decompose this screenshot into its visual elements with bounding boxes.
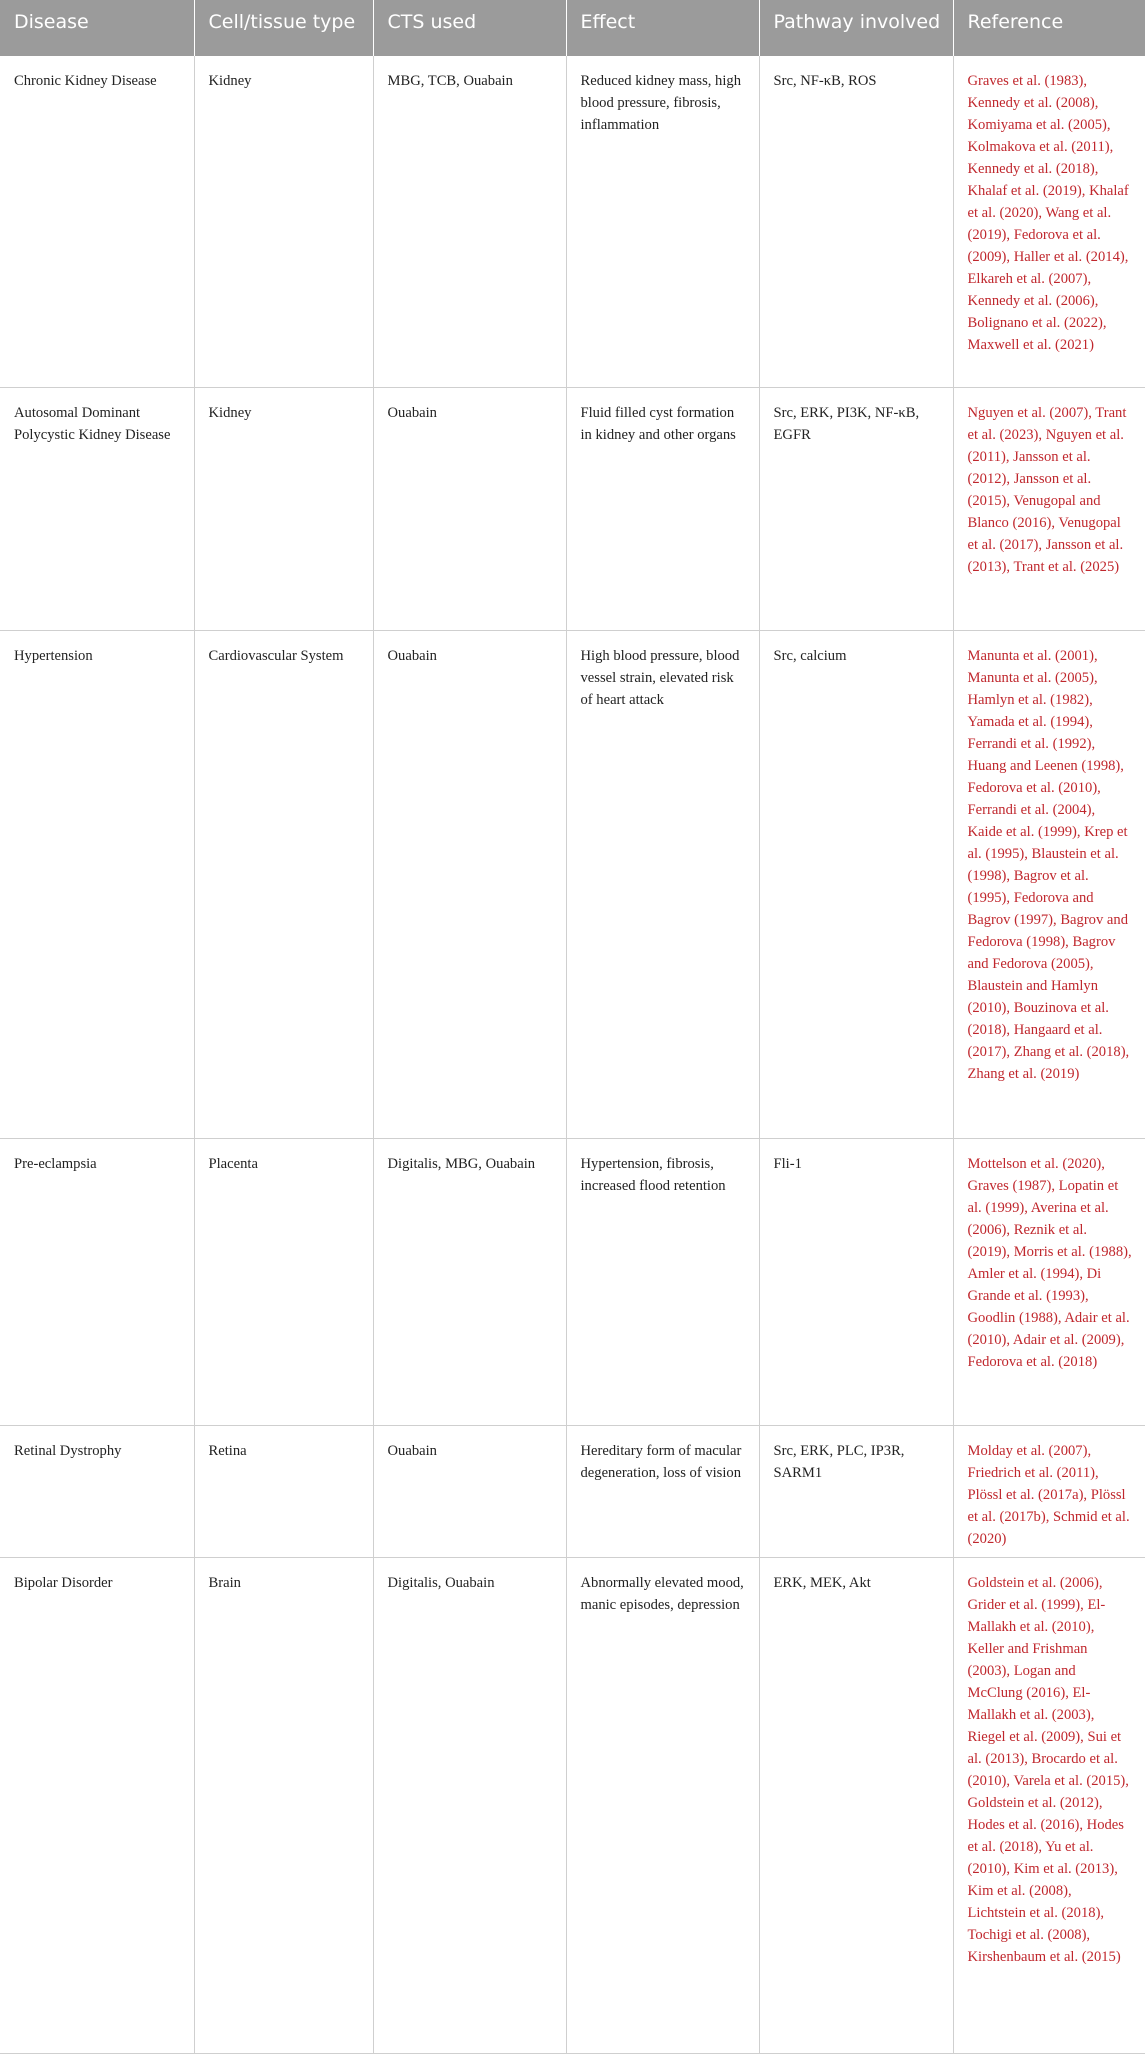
cell-pathway: Fli-1 [759,1138,953,1425]
cell-cts: Ouabain [373,630,566,1138]
cell-cts: MBG, TCB, Ouabain [373,56,566,387]
cell-disease: Chronic Kidney Disease [0,56,194,387]
table-row [0,56,1145,387]
cell-reference-links[interactable]: Manunta et al. (2001), Manunta et al. (2005), Hamlyn et al. (1982), Yamada et al. (1994), Ferrandi et al. (1992), Huang and Leenen (1998), Fedorova et al. (2010), Ferrandi et al. (2004), Kaide et al. (1999), Krep et al. (1995), Blaustein et al. (1998), Bagrov et al. (1995), Fedorova and Bagrov (1997), Bagrov and Fedorova (1998), Bagrov and Fedorova (2005), Blaustein and Hamlyn (2010), Bouzinova et al. (2018), Hangaard et al. (2017), Zhang et al. (2018), Zhang et al. (2019) [953,630,1145,1138]
cell-effect: Fluid filled cyst formation in kidney and other organs [566,387,759,630]
cell-pathway: Src, NF-κB, ROS [759,56,953,387]
cell-tissue: Cardiovascular System [194,630,373,1138]
cell-reference-links[interactable]: Graves et al. (1983), Kennedy et al. (2008), Komiyama et al. (2005), Kolmakova et al. (2011), Kennedy et al. (2018), Khalaf et al. (2019), Khalaf et al. (2020), Wang et al. (2019), Fedorova et al. (2009), Haller et al. (2014), Elkareh et al. (2007), Kennedy et al. (2006), Bolignano et al. (2022), Maxwell et al. (2021) [953,56,1145,387]
cell-cts: Digitalis, Ouabain [373,1557,566,2053]
table-header [0,0,1145,56]
cell-disease: Hypertension [0,630,194,1138]
cell-reference-links[interactable]: Molday et al. (2007), Friedrich et al. (2011), Plössl et al. (2017a), Plössl et al. (2017b), Schmid et al. (2020) [953,1425,1145,1557]
cell-cts: Ouabain [373,387,566,630]
table-row [0,1425,1145,1557]
cell-tissue: Kidney [194,56,373,387]
cell-effect: Hereditary form of macular degeneration, loss of vision [566,1425,759,1557]
table-row [0,387,1145,630]
cell-cts: Ouabain [373,1425,566,1557]
table-row [0,1557,1145,2053]
cell-reference-links[interactable]: Goldstein et al. (2006), Grider et al. (1999), El-Mallakh et al. (2010), Keller and Frishman (2003), Logan and McClung (2016), El-Mallakh et al. (2003), Riegel et al. (2009), Sui et al. (2013), Brocardo et al. (2010), Varela et al. (2015), Goldstein et al. (2012), Hodes et al. (2016), Hodes et al. (2018), Yu et al. (2010), Kim et al. (2013), Kim et al. (2008), Lichtstein et al. (2018), Tochigi et al. (2008), Kirshenbaum et al. (2015) [953,1557,1145,2053]
cell-tissue: Retina [194,1425,373,1557]
header-cts-used: CTS used [373,0,566,56]
cell-effect: Hypertension, fibrosis, increased flood retention [566,1138,759,1425]
cell-disease: Autosomal Dominant Polycystic Kidney Disease [0,387,194,630]
cell-pathway: ERK, MEK, Akt [759,1557,953,2053]
header-cell-tissue-type: Cell/tissue type [194,0,373,56]
header-reference: Reference [953,0,1145,56]
cell-cts: Digitalis, MBG, Ouabain [373,1138,566,1425]
cell-tissue: Placenta [194,1138,373,1425]
header-pathway-involved: Pathway involved [759,0,953,56]
cell-pathway: Src, ERK, PI3K, NF-κB, EGFR [759,387,953,630]
cell-reference-links[interactable]: Nguyen et al. (2007), Trant et al. (2023), Nguyen et al. (2011), Jansson et al. (2012), Jansson et al. (2015), Venugopal and Blanco (2016), Venugopal et al. (2017), Jansson et al. (2013), Trant et al. (2025) [953,387,1145,630]
cell-pathway: Src, ERK, PLC, IP3R, SARM1 [759,1425,953,1557]
header-disease: Disease [0,0,194,56]
cell-tissue: Kidney [194,387,373,630]
cell-disease: Pre-eclampsia [0,1138,194,1425]
cell-effect: Reduced kidney mass, high blood pressure, fibrosis, inflammation [566,56,759,387]
table-row [0,630,1145,1138]
table-body [0,56,1145,2053]
cell-disease: Retinal Dystrophy [0,1425,194,1557]
cell-reference-links[interactable]: Mottelson et al. (2020), Graves (1987), Lopatin et al. (1999), Averina et al. (2006), Reznik et al. (2019), Morris et al. (1988), Amler et al. (1994), Di Grande et al. (1993), Goodlin (1988), Adair et al. (2010), Adair et al. (2009), Fedorova et al. (2018) [953,1138,1145,1425]
header-row [0,0,1145,56]
cell-effect: High blood pressure, blood vessel strain, elevated risk of heart attack [566,630,759,1138]
header-effect: Effect [566,0,759,56]
table-row [0,1138,1145,1425]
cell-pathway: Src, calcium [759,630,953,1138]
cell-tissue: Brain [194,1557,373,2053]
cell-disease: Bipolar Disorder [0,1557,194,2053]
cell-effect: Abnormally elevated mood, manic episodes, depression [566,1557,759,2053]
